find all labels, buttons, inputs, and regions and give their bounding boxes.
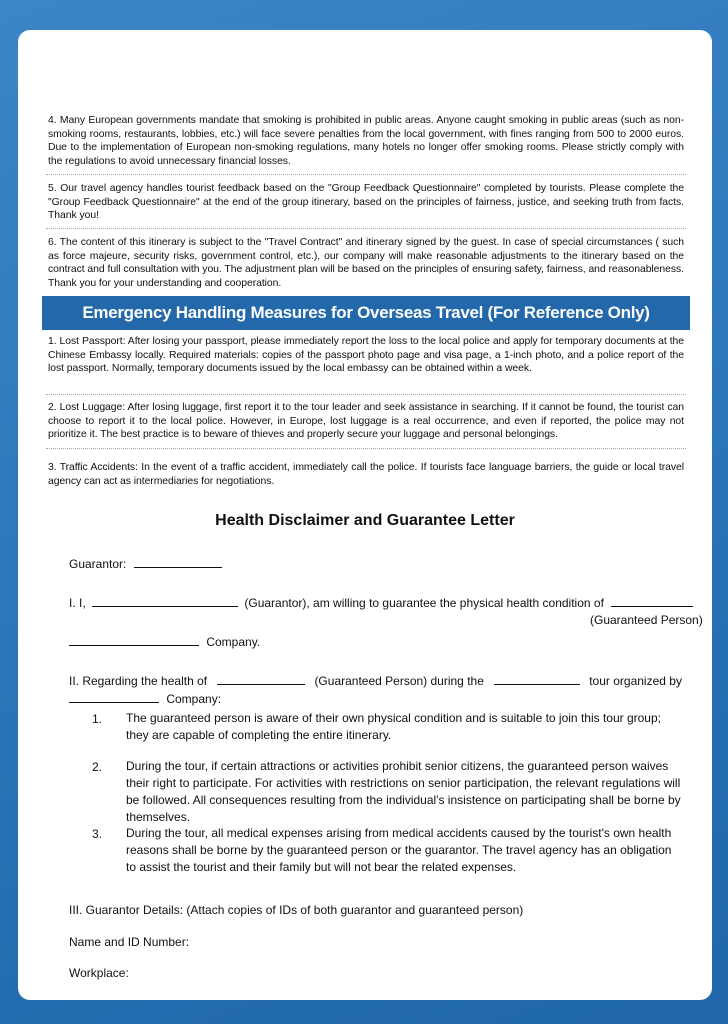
emergency-item-2: 2. Lost Luggage: After losing luggage, first report it to the tour leader and seek assistance in searching. If it cannot be found, the tourist can choose to report it to the local police. However, in Europe, lost luggage is a real occurrence, and even if reported, the police may not prioritize it. The best practice is to beware of thieves and properly secure your luggage and personal belongings. [48, 402, 684, 440]
notice-item-4: 4. Many European governments mandate that smoking is prohibited in public areas. Anyone caught smoking in public areas (such as non-smoking rooms, restaurants, lobbies, etc.) will face severe penalties from the local government, with fines ranging from 500 to 2000 euros. Due to the implementation of European non-smoking regulations, many hotels no longer offer smoking rooms. Please strictly comply with the regulations to avoid unnecessary financial losses. [48, 115, 684, 167]
company-blank[interactable] [69, 632, 199, 646]
name-id-label: Name and ID Number: [69, 935, 190, 949]
divider [46, 394, 686, 395]
section-1-mid: (Guarantor), am willing to guarantee the physical health condition of [244, 596, 604, 610]
notice-item-5: 5. Our travel agency handles tourist feedback based on the "Group Feedback Questionnaire" completed by tourists. Please complete the "Group Feedback Questionnaire" at the end of the group itinerary, based on the principles of fairness, justice, and seeking truth from facts. Thank you! [48, 183, 684, 221]
letter-title: Health Disclaimer and Guarantee Letter [215, 512, 515, 529]
document-page [18, 30, 712, 1000]
guarantor-line [69, 554, 222, 573]
guarantor-label: Guarantor: [69, 557, 127, 571]
guarantor-blank[interactable] [134, 554, 222, 568]
emergency-item-3: 3. Traffic Accidents: In the event of a traffic accident, immediately call the police. If tourists face language barriers, the guide or local travel agency can act as intermediaries for negotiations. [48, 462, 684, 487]
section-2-line [69, 671, 682, 690]
section-1-company: Company. [206, 635, 261, 649]
section-1-line [69, 593, 693, 612]
divider [46, 448, 686, 449]
section-2-end: tour organized by [589, 674, 682, 688]
emergency-heading-banner: Emergency Handling Measures for Overseas Travel (For Reference Only) [42, 296, 690, 330]
guaranteed-person-health-blank[interactable] [217, 671, 305, 685]
numbered-item-text: During the tour, if certain attractions or activities prohibit senior citizens, the guaranteed person waives their right to participate. For activities with restrictions on senior participation, the relevant regulations will be followed. All consequences resulting from the individual's insistence on participating shall be borne by themselves. [126, 759, 681, 824]
numbered-item-number: 2. [92, 760, 103, 774]
numbered-item-number: 3. [92, 827, 103, 841]
numbered-item-number: 1. [92, 712, 103, 726]
guarantor-name-blank[interactable] [92, 593, 238, 607]
numbered-item-text: The guaranteed person is aware of their own physical condition and is suitable to join this tour group; they are capable of completing the entire itinerary. [126, 711, 661, 742]
divider [46, 174, 686, 175]
section-2-company: Company: [166, 692, 222, 706]
section-2-company-line [69, 689, 221, 708]
numbered-item-text: During the tour, all medical expenses arising from medical accidents caused by the tourist's own health reasons shall be borne by the guaranteed person or the guarantor. The travel agency has an obligation to assist the tourist and their family but will not bear the related expenses. [126, 826, 672, 874]
organizing-company-blank[interactable] [69, 689, 159, 703]
workplace-label: Workplace: [69, 966, 129, 980]
section-3-heading: III. Guarantor Details: (Attach copies of IDs of both guarantor and guaranteed person) [69, 903, 524, 917]
guaranteed-person-blank[interactable] [611, 593, 693, 607]
section-2-start: II. Regarding the health of [69, 674, 208, 688]
notice-item-6: 6. The content of this itinerary is subject to the "Travel Contract" and itinerary signed by the guest. In case of special circumstances ( such as force majeure, security risks, government control, etc.), our company will make reasonable adjustments to the itinerary based on the contract and full consultation with you. The adjustment plan will be based on the principles of ensuring safety, fairness, and reasonableness. Thank you for your understanding and cooperation. [48, 237, 684, 289]
tour-name-blank[interactable] [494, 671, 580, 685]
guaranteed-person-label: (Guaranteed Person) [590, 613, 703, 627]
divider [46, 228, 686, 229]
emergency-item-1: 1. Lost Passport: After losing your passport, please immediately report the loss to the local police and apply for temporary documents at the Chinese Embassy locally. Required materials: copies of the passport photo page and visa page, a 1-inch photo, and a police report of the lost passport. Normally, temporary documents issued by the local embassy can be obtained within a week. [48, 336, 684, 374]
section-1-company-line [69, 632, 260, 651]
section-2-mid: (Guaranteed Person) during the [314, 674, 484, 688]
section-1-start: I. I, [69, 596, 86, 610]
